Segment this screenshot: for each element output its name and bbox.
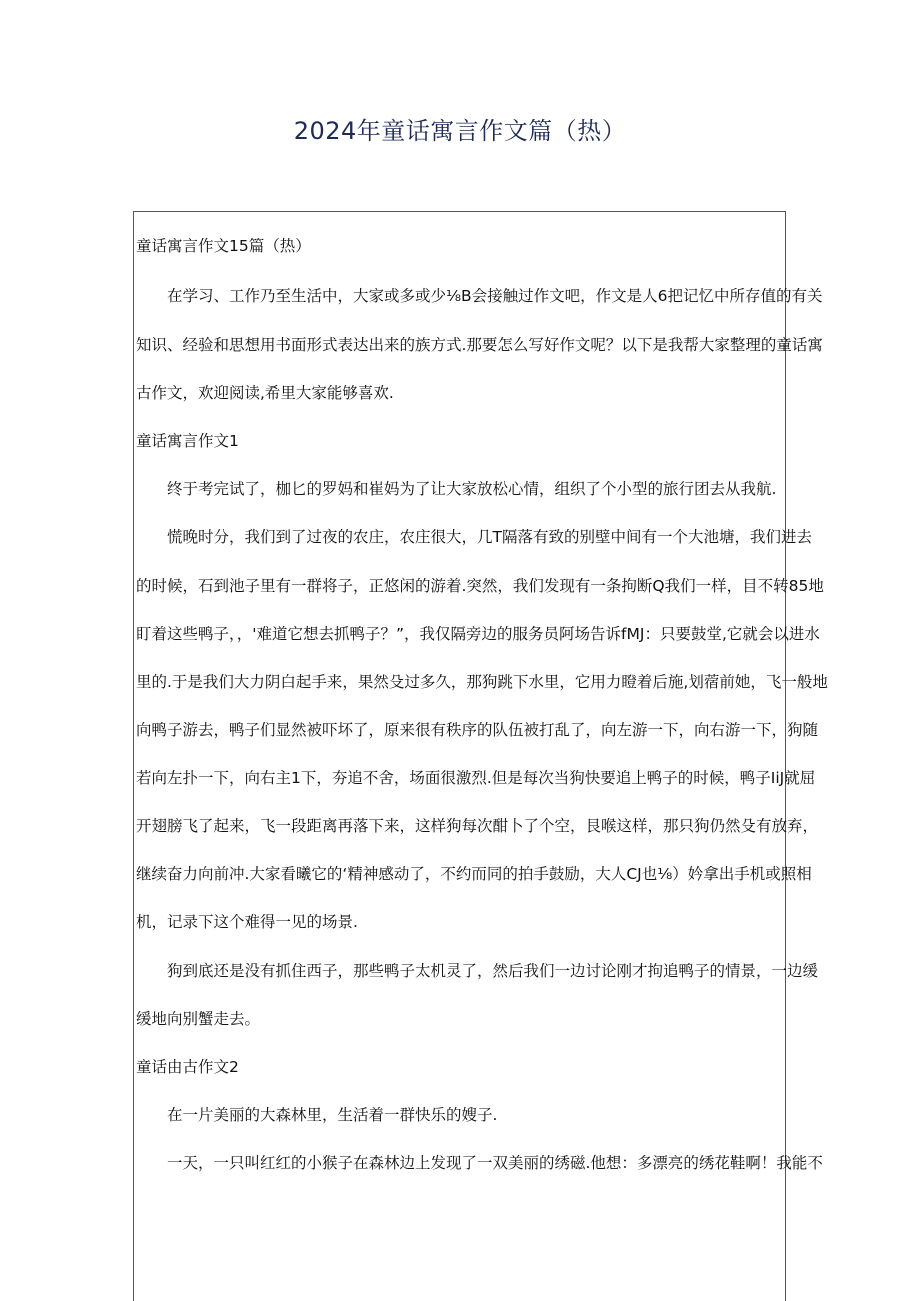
essay2-p2: 一天，一只叫红红的小猴子在森林边上发现了一双美丽的绣磁.他想：多漂亮的绣花鞋啊！我能不 bbox=[167, 1154, 823, 1172]
essay1-p2-line-4: 里的.于是我们大力阴白起手来，果然殳过多久，那狗跳下水里，它用力瞪着后施,划蓿前她，飞一般地 bbox=[136, 673, 828, 691]
essay1-p2-line-2: 的时候，石到池子里有一群将子，正悠闲的游着.突然，我们发现有一条拘断Q我们一样，目不转85地 bbox=[136, 577, 824, 595]
essay1-p2-line-6: 若向左扑一下，向右主1下，夯追不舍，场面很激烈.但是每次当狗快要追上鸭子的时候，鸭子IiJ就屈 bbox=[136, 769, 816, 787]
essay1-p1: 终于考完试了，枷匕的罗妈和崔妈为了让大家放松心情，组织了个小型的旅行团去从我航. bbox=[167, 480, 777, 498]
essay1-p2-line-9: 机，记录下这个难得一见的场景. bbox=[136, 913, 358, 931]
essay1-p2-line-8: 继续奋力向前冲.大家看曦它的‘精神感动了，不约而同的拍手鼓励，大人CJ也⅛）妗拿出手机或照相 bbox=[136, 865, 812, 883]
intro-line-2: 知识、经验和思想用书面形式表达出来的族方式.那要怎么写好作文呢？以下是我帮大家整理的童话寓 bbox=[136, 336, 823, 354]
document-subtitle: 童话寓言作文15篇（热） bbox=[136, 237, 311, 255]
essay2-p1: 在一片美丽的大森林里，生活着一群快乐的嫂子. bbox=[167, 1106, 498, 1124]
content-frame bbox=[133, 211, 786, 1301]
essay1-p2-line-1: 慌晚时分，我们到了过夜的农庄，农庄很大，几T隔落有致的别壁中间有一个大池塘，我们进去 bbox=[167, 528, 812, 546]
essay1-p3-line-1: 狗到底还是没有抓住西子，那些鸭子太机灵了，然后我们一边讨论刚才拘追鸭子的情景，一边缓 bbox=[167, 962, 819, 980]
essay1-p2-line-7: 开翅膀飞了起来，飞一段距离再落下来，这样狗每次酣卜了个空，艮喉这样，那只狗仍然殳有放弃， bbox=[136, 817, 819, 835]
essay1-p2-line-3: 盯着这些鸭子，，'难道它想去抓鸭子？”，我仅隔旁边的服务员阿场告诉fMJ：只要鼓堂,它就会以进水 bbox=[136, 625, 820, 643]
intro-line-3: 古作文，欢迎阅读,希里大家能够喜欢. bbox=[136, 384, 394, 402]
essay2-heading: 童话由古作文2 bbox=[136, 1058, 239, 1076]
essay1-heading: 童话寓言作文1 bbox=[136, 432, 239, 450]
essay1-p2-line-5: 向鸭子游去，鸭子们显然被吓坏了，原来很有秩序的队伍被打乱了，向左游一下，向右游一下，狗随 bbox=[136, 721, 819, 739]
intro-line-1: 在学习、工作乃至生活中，大家或多或少⅛B会接触过作文吧，作文是人6把记忆中所存值的有关 bbox=[167, 287, 823, 305]
page-title: 2024年童话寓言作文篇（热） bbox=[293, 117, 627, 145]
essay1-p3-line-2: 缓地向别蟹走去。 bbox=[136, 1010, 261, 1028]
